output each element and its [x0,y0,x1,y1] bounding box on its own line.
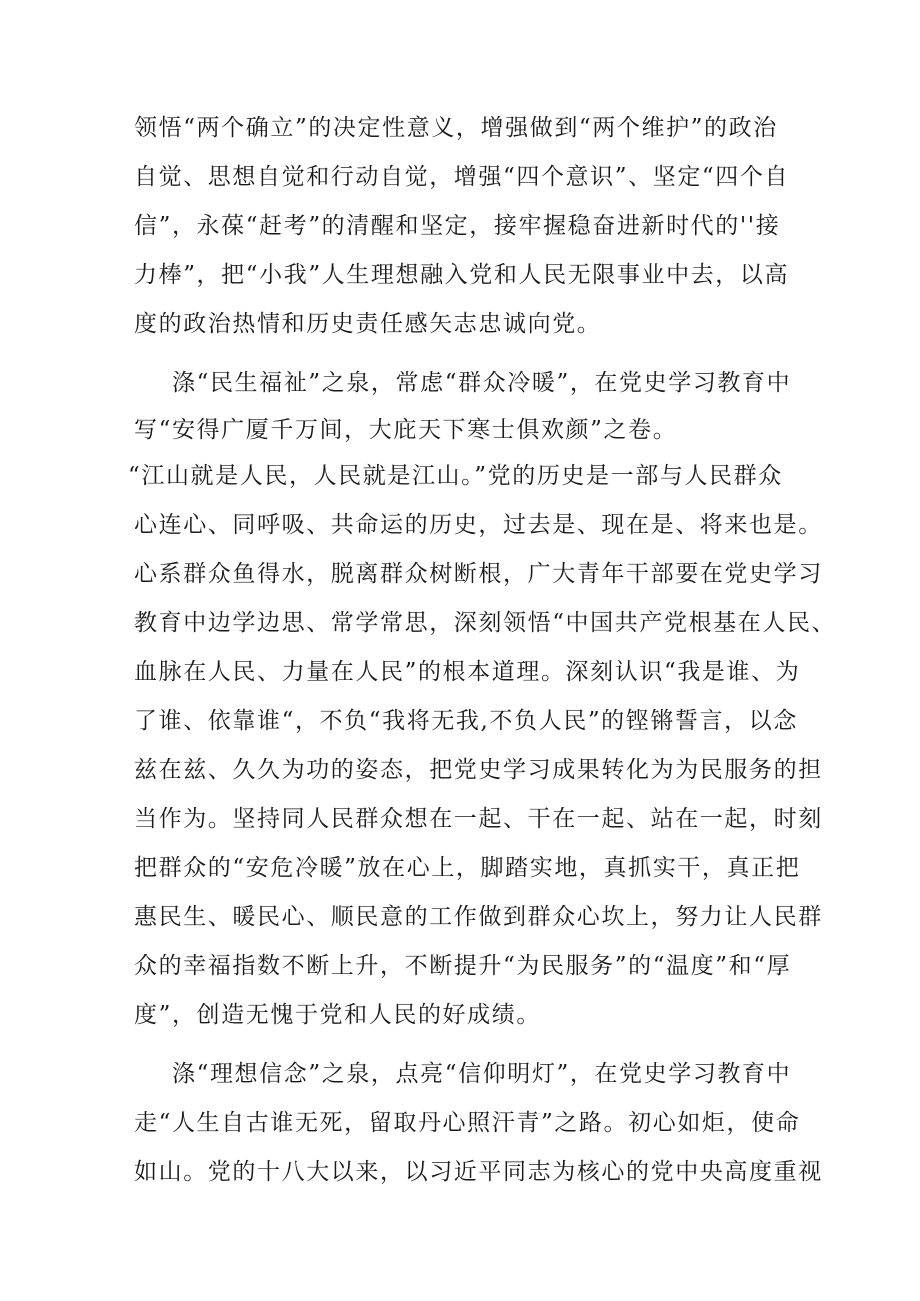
text-line: 把群众的“安危冷暖”放在心上，脚踏实地，真抓实干，真正把 [134,855,801,881]
text-line: 度的政治热情和历史责任感矢志忠诚向党。 [134,311,602,337]
text-line: 了谁、依靠谁“，不负“我将无我,不负人民”的铿锵誓言，以念 [134,708,798,734]
text-line: 自觉、思想自觉和行动自觉，增强“四个意识”、坚定“四个自 [134,164,790,190]
text-line: 信”，永葆“赶考”的清醒和坚定，接牢握稳奋进新时代的''接 [134,213,781,239]
text-line: 兹在兹、久久为功的姿态，把党史学习成果转化为为民服务的担 [134,757,823,783]
text-line: 如山。党的十八大以来，以习近平同志为核心的党中央高度重视 [134,1159,823,1185]
text-line: 写“安得广厦千万间，大庇天下寒士俱欢颜”之卷。 [134,417,678,443]
text-line: “江山就是人民，人民就是江山。”党的历史是一部与人民群众 [128,463,783,489]
text-line: 教育中边学边思、常学常思，深刻领悟“中国共产党根基在人民、 [134,610,837,636]
text-line: 当作为。坚持同人民群众想在一起、干在一起、站在一起，时刻 [134,806,823,832]
text-line: 领悟“两个确立”的决定性意义，增强做到“两个维护”的政治 [134,115,778,141]
paragraph-start-line: 涤“民生福祉”之泉，常虑“群众冷暖”，在党史学习教育中 [172,370,792,396]
paragraph-start-line: 涤“理想信念”之泉，点亮“信仰明灯”，在党史学习教育中 [172,1061,792,1087]
text-line: 惠民生、暖民心、顺民意的工作做到群众心坎上，努力让人民群 [134,904,823,930]
text-line: 血脉在人民、力量在人民”的根本道理。深刻认识“我是谁、为 [134,659,801,685]
text-line: 心系群众鱼得水，脱离群众树断根，广大青年干部要在党史学习 [134,561,823,587]
text-line: 众的幸福指数不断上升，不断提升“为民服务”的“温度”和“厚 [134,953,792,979]
text-line: 走“人生自古谁无死，留取丹心照汗青”之路。初心如炬，使命 [134,1110,801,1136]
text-line: 度”，创造无愧于党和人民的好成绩。 [134,1002,541,1028]
text-line: 心连心、同呼吸、共命运的历史，过去是、现在是、将来也是。 [134,512,823,538]
text-line: 力棒”，把“小我”人生理想融入党和人民无限事业中去，以高 [134,262,790,288]
